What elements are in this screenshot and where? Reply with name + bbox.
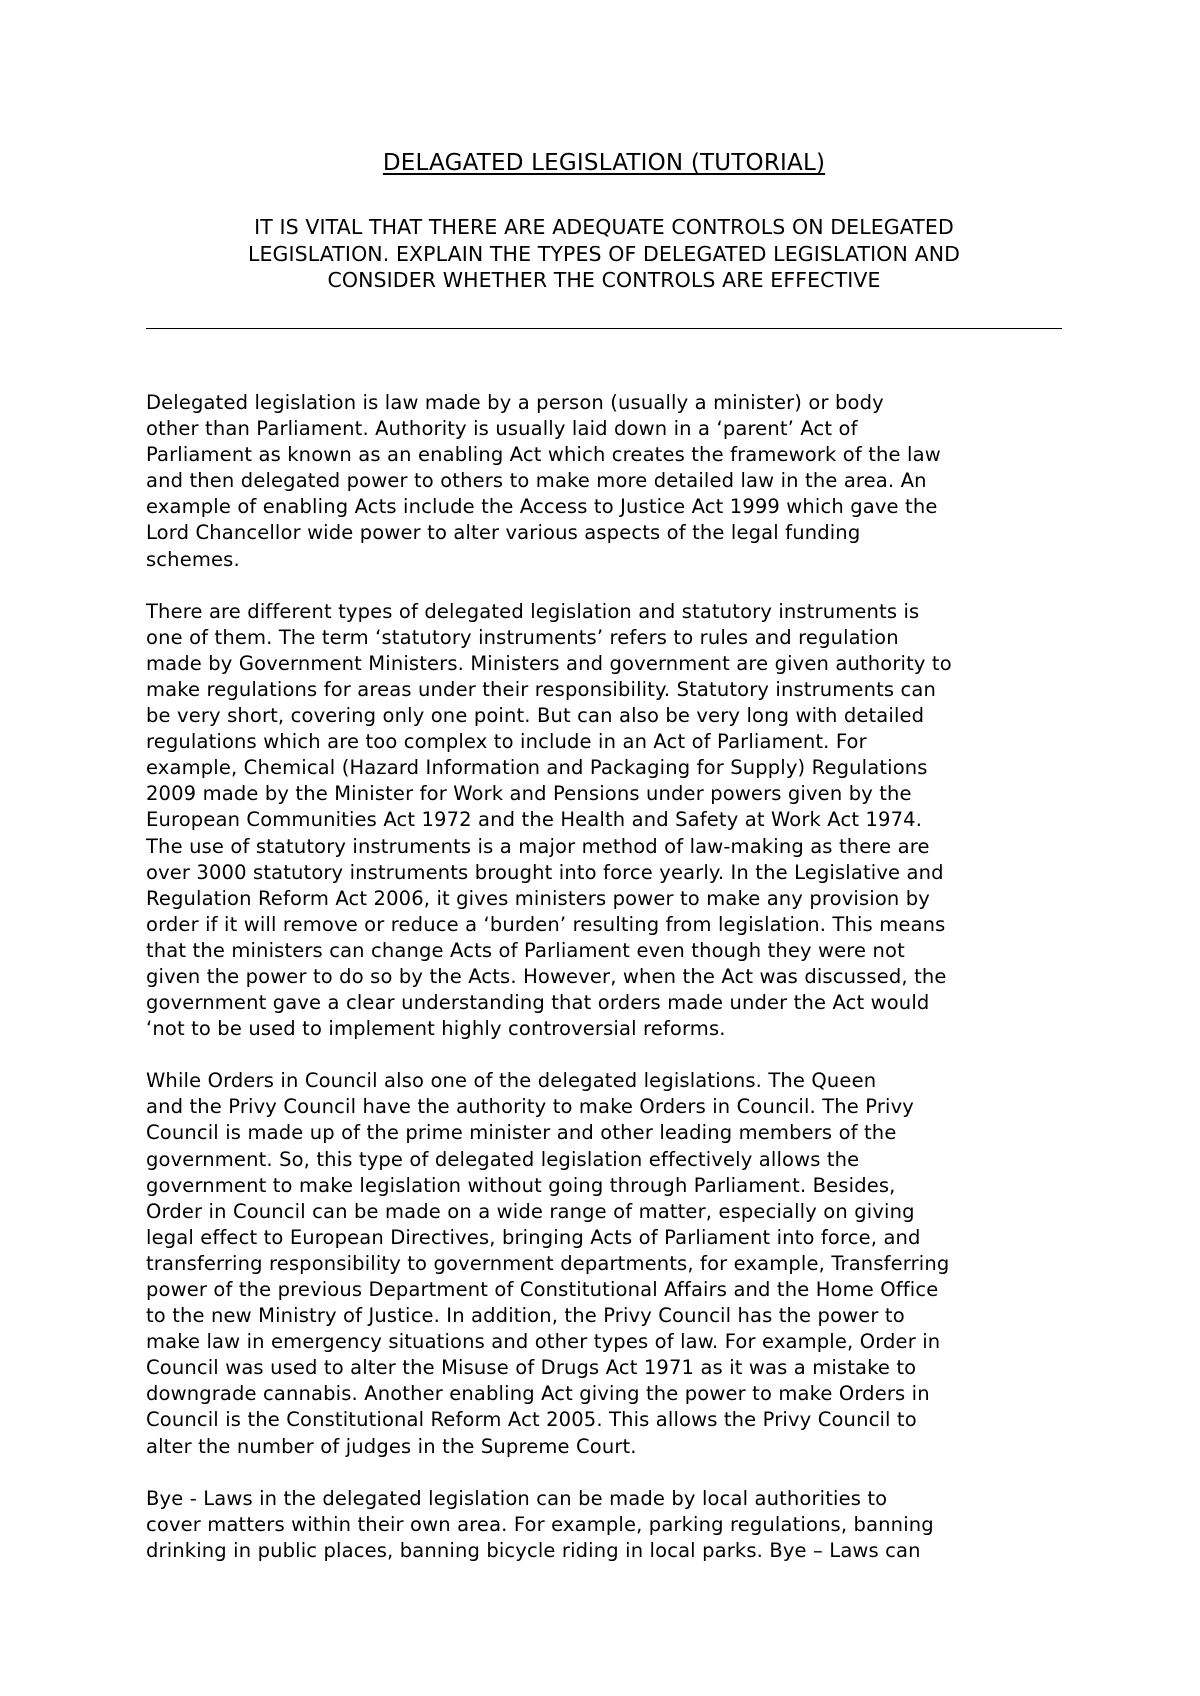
document-title: DELAGATED LEGISLATION (TUTORIAL) bbox=[382, 150, 826, 176]
essay-question-text: IT IS VITAL THAT THERE ARE ADEQUATE CONTROLS ON DELEGATED LEGISLATION. EXPLAIN THE TYPES OF DELEGATED LEGISLATION AND CONSIDER WHETHER THE CONTROLS ARE EFFECTIVE bbox=[247, 215, 961, 292]
document-body bbox=[146, 390, 1062, 1590]
essay-question bbox=[146, 214, 1062, 294]
horizontal-divider bbox=[146, 328, 1062, 329]
paragraph-orders-in-council: While Orders in Council also one of the delegated legislations. The Queen and the Privy Council have the authority to make Orders in Council. The Privy Council is made up of the prime minister and other leading members of the government. So, this type of delegated legislation effectively allows the government to make legislation without going through Parliament. Besides, Order in Council can be made on a wide range of matter, especially on giving legal effect to European Directives, bringing Acts of Parliament into force, and transferring responsibility to government departments, for example, Transferring power of the previous Department of Constitutional Affairs and the Home Office to the new Ministry of Justice. In addition, the Privy Council has the power to make law in emergency situations and other types of law. For example, Order in Council was used to alter the Misuse of Drugs Act 1971 as it was a mistake to downgrade cannabis. Another enabling Act giving the power to make Orders in Council is the Constitutional Reform Act 2005. This allows the Privy Council to alter the number of judges in the Supreme Court. bbox=[146, 1069, 950, 1458]
paragraph-bye-laws: Bye - Laws in the delegated legislation can be made by local authorities to cover matters within their own area. For example, parking regulations, banning drinking in public places, banning bicycle riding in local parks. Bye – Laws can bbox=[146, 1486, 934, 1562]
paragraph-intro: Delegated legislation is law made by a person (usually a minister) or body other than Parliament. Authority is usually laid down in a ‘parent’ Act of Parliament as known as an enabling Act which creates the framework of the law and then delegated power to others to make more detailed law in the area. An example of enabling Acts include the Access to Justice Act 1999 which gave the Lord Chancellor wide power to alter various aspects of the legal funding schemes. bbox=[146, 391, 941, 571]
paragraph-statutory-instruments: There are different types of delegated legislation and statutory instruments is one of them. The term ‘statutory instruments’ refers to rules and regulation made by Government Ministers. Ministers and government are given authority to make regulations for areas under their responsibility. Statutory instruments can be very short, covering only one point. But can also be very long with detailed regulations which are too complex to include in an Act of Parliament. For example, Chemical (Hazard Information and Packaging for Supply) Regulations 2009 made by the Minister for Work and Pensions under powers given by the European Communities Act 1972 and the Health and Safety at Work Act 1974. The use of statutory instruments is a major method of law-making as there are over 3000 statutory instruments brought into force yearly. In the Legislative and Regulation Reform Act 2006, it gives ministers power to make any provision by order if it will remove or reduce a ‘burden’ resulting from legislation. This means that the ministers can change Acts of Parliament even though they were not given the power to do so by the Acts. However, when the Act was discussed, the government gave a clear understanding that orders made under the Act would ‘not to be used to implement highly controversial reforms. bbox=[146, 599, 952, 1041]
